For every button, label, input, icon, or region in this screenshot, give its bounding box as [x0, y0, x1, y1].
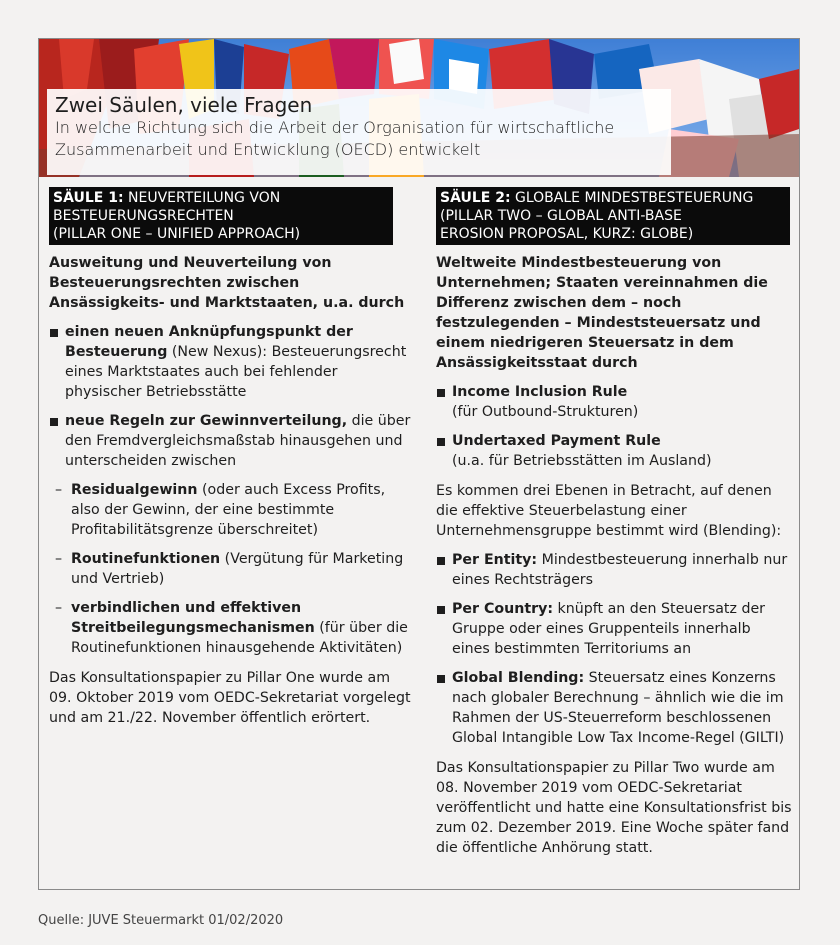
sub-list-item: [49, 480, 411, 540]
pillar-two-levels: Es kommen drei Ebenen in Betracht, auf denen die effektive Steuerbelastung einer Unternehmensgruppe bestimmt wird (Blending):: [436, 483, 782, 539]
bullet-text: Steuersatz eines Konzerns nach globaler Berechnung – ähnlich wie die im Rahmen der US-Steuerreform beschlossenen Global Intangible Low Tax Income-Regel (GILTI): [452, 670, 785, 746]
pillar-two-heading-line2: (PILLAR TWO – GLOBAL ANTI-BASE: [440, 208, 682, 224]
bullet-text: Mindestbesteuerung innerhalb nur eines Rechtsträgers: [452, 552, 788, 588]
pillar-two-column: [436, 187, 792, 858]
bullet-square-icon: [437, 606, 445, 614]
list-item: [436, 431, 792, 471]
bullet-square-icon: [437, 675, 445, 683]
dash-marker: –: [55, 600, 63, 616]
bullet-text: (für Outbound-Strukturen): [452, 404, 639, 420]
pillar-one-closing: Das Konsultationspapier zu Pillar One wurde am 09. Oktober 2019 vom OEDC-Sekretariat vorgelegt und am 21./22. November öffentlich erörtert.: [49, 670, 411, 726]
bullet-bold-text: Income Inclusion Rule: [452, 384, 628, 400]
list-item: [436, 382, 792, 422]
pillar-one-column: [49, 187, 411, 728]
sub-item-text: (Vergütung für Marketing und Vertrieb): [71, 551, 404, 587]
list-item: [49, 411, 411, 471]
pillar-two-intro: Weltweite Mindestbesteuerung von Unternehmen; Staaten vereinnahmen die Differenz zwischen dem – noch festzulegenden – Mindeststeuersatz und einem niedrigeren Steuersatz in dem Ansässigkeitsstaat durch: [436, 255, 768, 371]
list-item: [436, 668, 792, 748]
pillar-two-heading: [436, 187, 790, 245]
bullet-square-icon: [50, 329, 58, 337]
bullet-bold-text: neue Regeln zur Gewinnverteilung,: [65, 413, 348, 429]
banner-title-box: [47, 89, 671, 175]
list-item: [436, 599, 792, 659]
pillar-one-heading-line2: BESTEUERUNGSRECHTEN: [53, 208, 234, 224]
dash-marker: –: [55, 551, 63, 567]
sub-item-text: (oder auch Excess Profits, also der Gewinn, der eine bestimmte Profitabilitätsgrenze überschreitet): [71, 482, 386, 538]
sub-item-bold-text: Routinefunktionen: [71, 551, 221, 567]
bullet-square-icon: [437, 389, 445, 397]
bullet-bold-text: einen neuen Anknüpfungspunkt der Besteuerung: [65, 324, 353, 360]
pillar-two-closing: Das Konsultationspapier zu Pillar Two wurde am 08. November 2019 vom OEDC-Sekretariat veröffentlicht und hatte eine Konsultationsfrist bis zum 02. Dezember 2019. Eine Woche später fand die öffentliche Anhörung statt.: [436, 760, 792, 856]
pillar-one-label: SÄULE 1:: [53, 190, 124, 206]
infobox: [38, 38, 800, 890]
bullet-text: (u.a. für Betriebsstätten im Ausland): [452, 453, 712, 469]
page-title: Zwei Säulen, viele Fragen: [55, 93, 313, 117]
pillar-one-heading-text: NEUVERTEILUNG VON: [123, 190, 281, 206]
bullet-bold-text: Per Country:: [452, 601, 554, 617]
bullet-square-icon: [437, 557, 445, 565]
pillar-two-label: SÄULE 2:: [440, 190, 511, 206]
sub-list-item: [49, 549, 411, 589]
bullet-bold-text: Global Blending:: [452, 670, 585, 686]
pillar-two-heading-line3: EROSION PROPOSAL, KURZ: GLOBE): [440, 226, 694, 242]
bullet-square-icon: [437, 438, 445, 446]
sub-item-text: (für über die Routinefunktionen hinausgehende Aktivitäten): [71, 620, 408, 656]
dash-marker: –: [55, 482, 63, 498]
sub-item-bold-text: Residualgewinn: [71, 482, 198, 498]
bullet-square-icon: [50, 418, 58, 426]
page-subtitle-line2: Zusammenarbeit und Entwicklung (OECD) entwickelt: [55, 140, 481, 159]
sub-list-item: [49, 598, 411, 658]
bullet-bold-text: Undertaxed Payment Rule: [452, 433, 661, 449]
list-item: [436, 550, 792, 590]
flags-banner-image: [39, 39, 799, 177]
bullet-text: knüpft an den Steuersatz der Gruppe oder eines Gruppenteils innerhalb eines bestimmten Territoriums an: [452, 601, 766, 657]
bullet-text: (New Nexus): Besteuerungsrecht eines Marktstaates auch bei fehlender physischer Betriebsstätte: [65, 344, 407, 400]
bullet-text: die über den Fremdvergleichsmaßstab hinausgehen und unterscheiden zwischen: [65, 413, 411, 469]
list-item: [49, 322, 411, 402]
source-credit: Quelle: JUVE Steuermarkt 01/02/2020: [38, 913, 284, 928]
pillar-two-heading-text: GLOBALE MINDESTBESTEUERUNG: [510, 190, 754, 206]
sub-item-bold-text: verbindlichen und effektiven Streitbeilegungsmechanismen: [71, 600, 315, 636]
pillar-one-heading-line3: (PILLAR ONE – UNIFIED APPROACH): [53, 226, 301, 242]
pillar-one-intro: Ausweitung und Neuverteilung von Besteuerungsrechten zwischen Ansässigkeits- und Marktstaaten, u.a. durch: [49, 255, 405, 311]
bullet-bold-text: Per Entity:: [452, 552, 538, 568]
pillar-one-heading: [49, 187, 393, 245]
page-subtitle-line1: In welche Richtung sich die Arbeit der Organisation für wirtschaftliche: [55, 118, 615, 137]
